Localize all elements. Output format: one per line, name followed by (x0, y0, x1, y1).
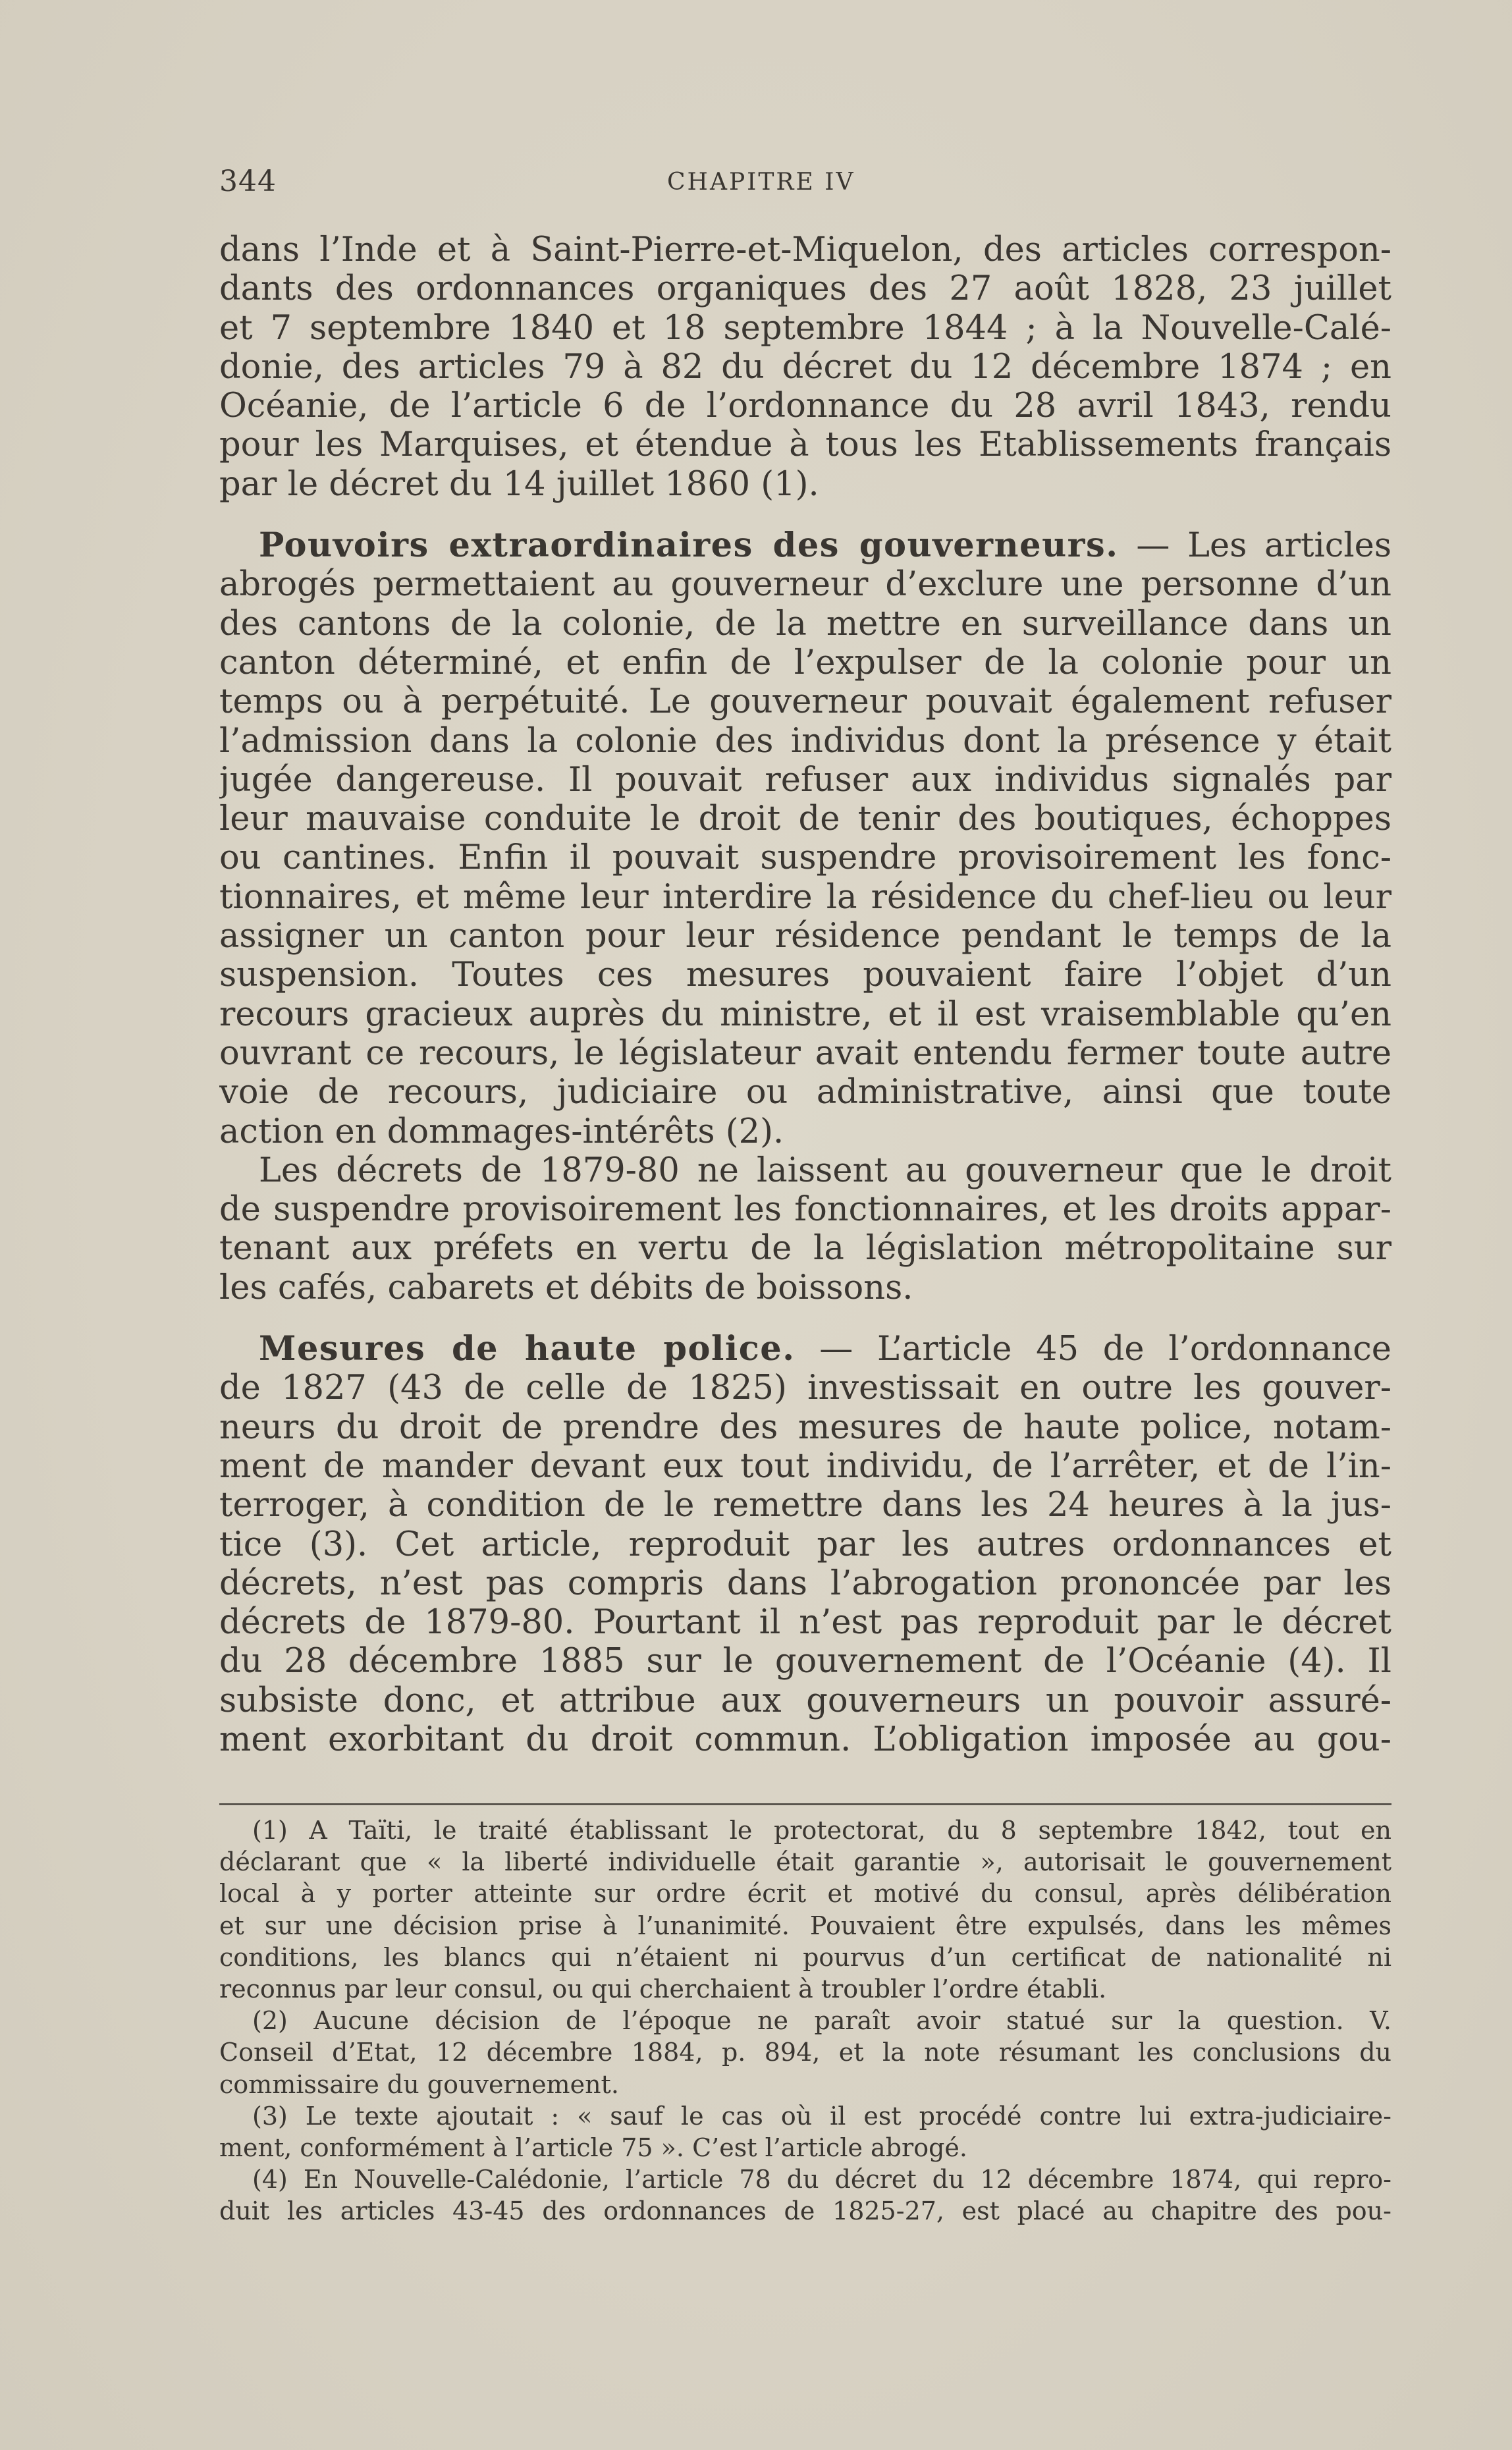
text-line: Les décrets de 1879-80 ne laissent au gouverneur que le droit (259, 1151, 1391, 1190)
text-fragment: — L’article 45 de l’ordonnance (795, 1330, 1391, 1369)
body-text (219, 231, 1391, 1759)
footnote-line: (2) Aucune décision de l’époque ne paraît avoir statué sur la question. V. (252, 2006, 1391, 2036)
footnote-line: et sur une décision prise à l’unanimité. Pouvaient être expulsés, dans les mêmes (219, 1911, 1391, 1940)
text-line: tenant aux préfets en vertu de la législation métropolitaine sur (219, 1229, 1391, 1268)
text-line: pour les Marquises, et étendue à tous les Etablissements français (219, 425, 1391, 465)
footnote (219, 2164, 1391, 2227)
footnote (219, 1814, 1391, 2005)
text-line: voie de recours, judiciaire ou administrative, ainsi que toute (219, 1073, 1391, 1112)
text-line: ou cantines. Enfin il pouvait suspendre provisoirement les fonc- (219, 838, 1391, 878)
footnote-line: (3) Le texte ajoutait : « sauf le cas où il est procédé contre lui extra-judiciaire- (252, 2101, 1391, 2131)
text-line: des cantons de la colonie, de la mettre en surveillance dans un (219, 604, 1391, 643)
footnote-rule (219, 1803, 1391, 1805)
text-line: recours gracieux auprès du ministre, et il est vraisemblable qu’en (219, 994, 1391, 1034)
text-line: du 28 décembre 1885 sur le gouvernement de l’Océanie (4). Il (219, 1642, 1391, 1681)
text-line: décrets, n’est pas compris dans l’abrogation prononcée par les (219, 1564, 1391, 1603)
text-line: action en dommages-intérêts (2). (219, 1112, 784, 1151)
section-title: Mesures de haute police. (259, 1330, 796, 1369)
text-line: dans l’Inde et à Saint-Pierre-et-Miquelon, des articles correspon- (219, 231, 1391, 269)
text-line: donie, des articles 79 à 82 du décret du 12 décembre 1874 ; en (219, 347, 1391, 387)
text-line: Océanie, de l’article 6 de l’ordonnance du 28 avril 1843, rendu (219, 387, 1391, 426)
text-line: jugée dangereuse. Il pouvait refuser aux individus signalés par (219, 760, 1391, 800)
footnote-line: conditions, les blancs qui n’étaient ni pourvus d’un certificat de nationalité ni (219, 1942, 1391, 1972)
footnote (219, 2100, 1391, 2164)
text-line: canton déterminé, et enfin de l’expulser de la colonie pour un (219, 643, 1391, 682)
text-line: subsiste donc, et attribue aux gouverneurs un pouvoir assuré- (219, 1681, 1391, 1720)
footnote-line: reconnus par leur consul, ou qui cherchaient à troubler l’ordre établi. (219, 1974, 1107, 2003)
footnotes (219, 1814, 1391, 2227)
section-first-line (219, 526, 1391, 565)
text-line: dants des ordonnances organiques des 27 août 1828, 23 juillet (219, 269, 1391, 309)
text-fragment: — Les articles (1118, 526, 1391, 566)
text-line: l’admission dans la colonie des individus dont la présence y était (219, 721, 1391, 761)
paragraph (219, 1151, 1391, 1307)
text-line: terroger, à condition de le remettre dans les 24 heures à la jus- (219, 1486, 1391, 1525)
text-line: de 1827 (43 de celle de 1825) investissait en outre les gouver- (219, 1369, 1391, 1408)
text-line: les cafés, cabarets et débits de boissons. (219, 1268, 913, 1307)
text-line: par le décret du 14 juillet 1860 (1). (219, 464, 819, 504)
footnote (219, 2005, 1391, 2100)
footnote-line: local à y porter atteinte sur ordre écrit et motivé du consul, après délibération (219, 1879, 1391, 1909)
text-line: suspension. Toutes ces mesures pouvaient faire l’objet d’un (219, 956, 1391, 995)
text-line: tice (3). Cet article, reproduit par les autres ordonnances et (219, 1525, 1391, 1564)
footnote-line: duit les articles 43-45 des ordonnances de 1825-27, est placé au chapitre des pou- (219, 2196, 1391, 2226)
text-line: tionnaires, et même leur interdire la résidence du chef-lieu ou leur (219, 877, 1391, 917)
text-line: et 7 septembre 1840 et 18 septembre 1844 ; à la Nouvelle-Calé- (219, 308, 1391, 348)
paragraph (219, 231, 1391, 504)
text-line: abrogés permettaient au gouverneur d’exclure une personne d’un (219, 565, 1391, 605)
text-line: ouvrant ce recours, le législateur avait entendu fermer toute autre (219, 1033, 1391, 1073)
footnote-line: (4) En Nouvelle-Calédonie, l’article 78 du décret du 12 décembre 1874, qui repro- (252, 2165, 1391, 2194)
text-line: ment exorbitant du droit commun. L’obligation imposée au gou- (219, 1720, 1391, 1759)
footnote-line: déclarant que « la liberté individuelle était garantie », autorisait le gouvernement (219, 1847, 1391, 1877)
paragraph (219, 1330, 1391, 1759)
page-number: 344 (219, 165, 277, 198)
footnote-line: Conseil d’Etat, 12 décembre 1884, p. 894, et la note résumant les conclusions du (219, 2038, 1391, 2067)
text-line: temps ou à perpétuité. Le gouverneur pouvait également refuser (219, 682, 1391, 722)
footnote-line: commissaire du gouvernement. (219, 2069, 619, 2099)
paragraph (219, 526, 1391, 1151)
text-line: leur mauvaise conduite le droit de tenir des boutiques, échoppes (219, 800, 1391, 839)
footnote-line: ment, conformément à l’article 75 ». C’est l’article abrogé. (219, 2133, 967, 2162)
text-line: décrets de 1879-80. Pourtant il n’est pas reproduit par le décret (219, 1603, 1391, 1643)
running-head: CHAPITRE IV (667, 169, 855, 196)
page-header (219, 165, 1391, 204)
section-first-line (219, 1330, 1391, 1369)
text-line: de suspendre provisoirement les fonctionnaires, et les droits appar- (219, 1190, 1391, 1230)
text-line: neurs du droit de prendre des mesures de haute police, notam- (219, 1407, 1391, 1447)
footnote-line: (1) A Taïti, le traité établissant le protectorat, du 8 septembre 1842, tout en (252, 1816, 1391, 1845)
section-title: Pouvoirs extraordinaires des gouverneurs. (259, 526, 1119, 566)
text-line: ment de mander devant eux tout individu, de l’arrêter, et de l’in- (219, 1446, 1391, 1486)
text-line: assigner un canton pour leur résidence pendant le temps de la (219, 917, 1391, 956)
